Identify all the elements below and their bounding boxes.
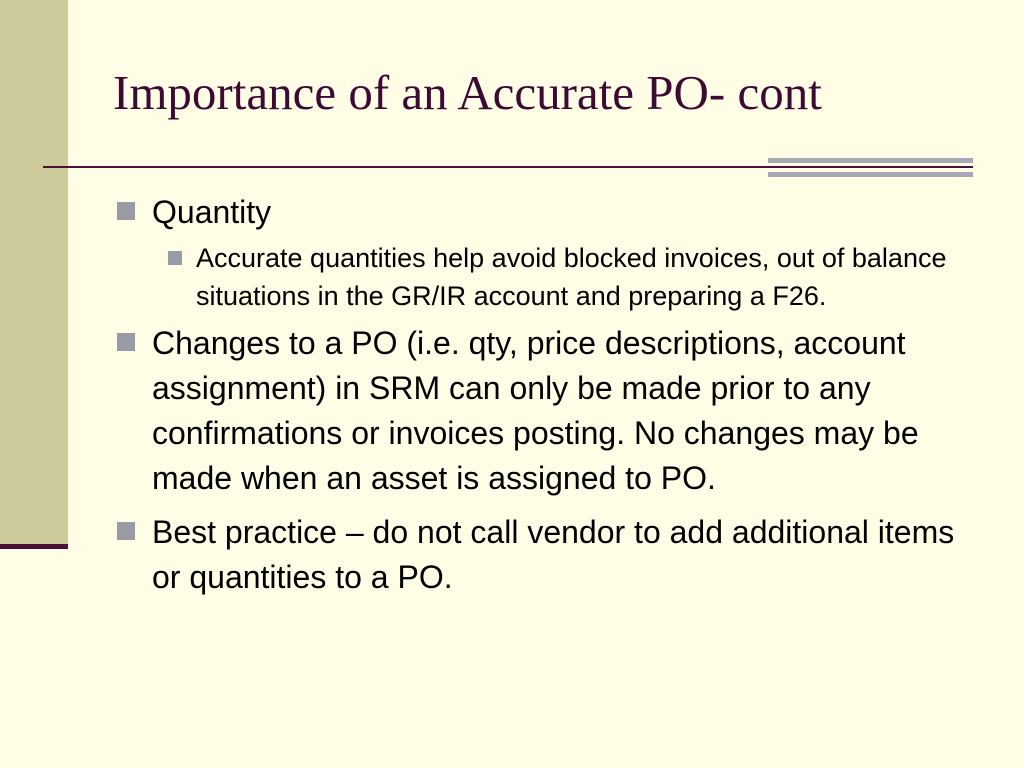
title-divider [43, 166, 973, 168]
divider-accent-top [768, 158, 973, 163]
bullet-quantity: Quantity [116, 190, 986, 235]
bullet-best-practice: Best practice – do not call vendor to add additional items or quantities to a PO. [116, 510, 986, 600]
sub-bullet-accurate-quantities: Accurate quantities help avoid blocked invoices, out of balance situations in the GR/IR account and preparing a F26. [162, 239, 986, 315]
divider-accent-bottom [768, 172, 973, 177]
slide-title: Importance of an Accurate PO- cont [113, 65, 822, 120]
side-decoration-bar [0, 0, 68, 545]
bullet-po-changes: Changes to a PO (i.e. qty, price descriptions, account assignment) in SRM can only be made prior to any confirmations or invoices posting. No changes may be made when an asset is assigned to PO. [116, 321, 986, 501]
side-decoration-line [0, 544, 68, 549]
bullet-list [116, 190, 986, 600]
